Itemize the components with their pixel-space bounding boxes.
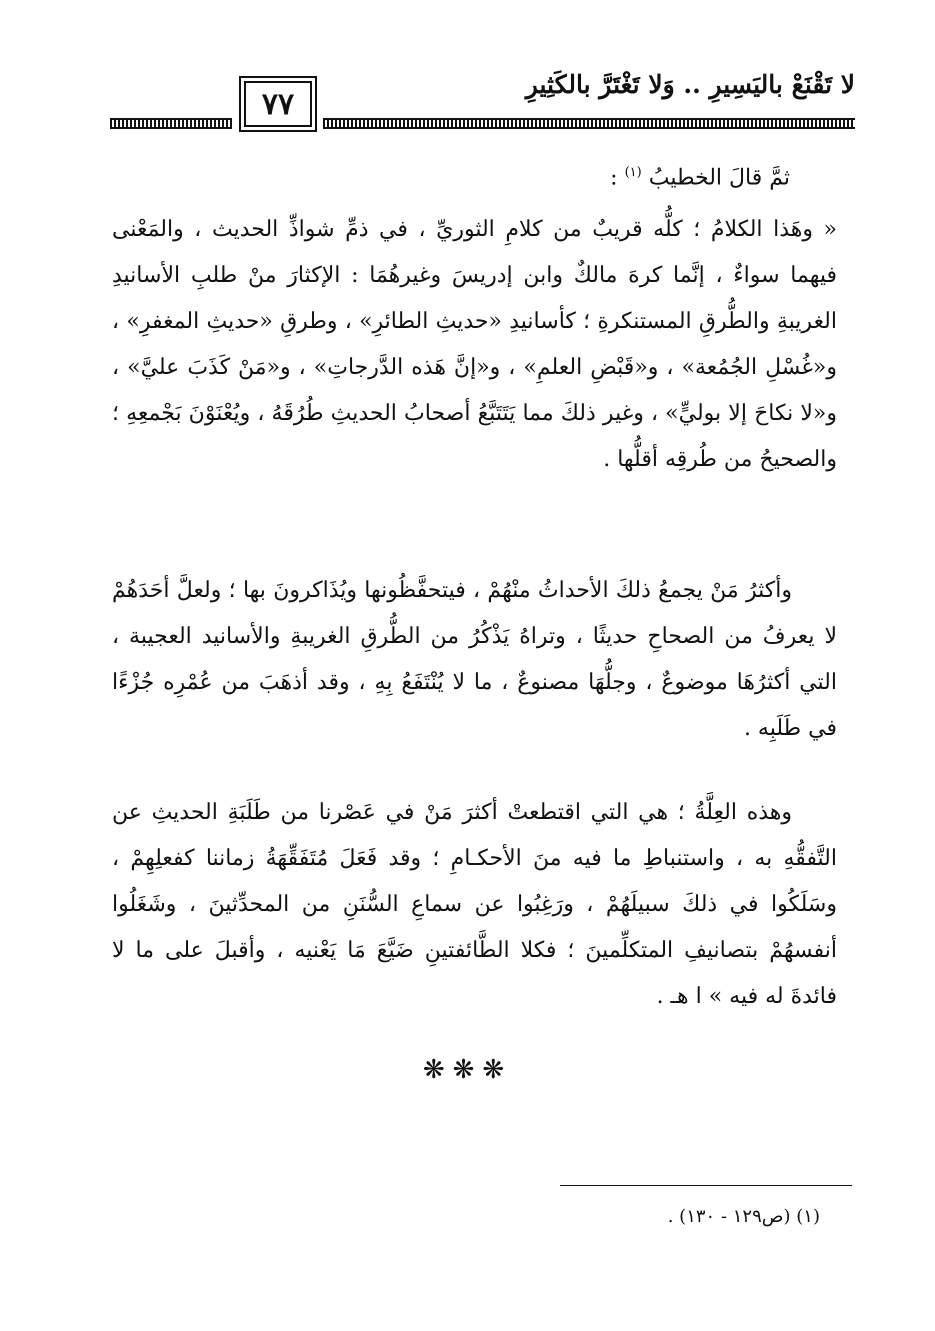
paragraph-2: وأكثرُ مَنْ يجمعُ ذلكَ الأحداثُ منْهُمْ ، فيتحفَّظُونها ويُذَاكرونَ بها ؛ ولعلَّ أحَدَهُمْ لا يعرفُ من الصحاحِ حديثًا ، وتراهُ يَذْكُرُ من الطُّرقِ الغريبةِ والأسانيد العجيبة ، التي أكثرُهَا موضوعٌ ، وجلُّهَا مصنوعٌ ، ما لا يُنْتَفَعُ بِهِ ، وقد أذهَبَ من عُمْرِه جُزْءًا في طَلَبِه . <box>112 578 837 741</box>
footnote: (١) (ص١٢٩ - ١٣٠) . <box>667 1206 820 1227</box>
intro-text: ثمَّ قالَ الخطيبُ <box>648 165 790 191</box>
running-title: لا تَقْنَعْ باليَسِيرِ .. وَلا تَغْتَرَّ بالكَثِيرِ <box>525 70 855 99</box>
paragraph-3: وهذه العِلَّةُ ؛ هي التي اقتطعتْ أكثرَ مَنْ في عَصْرنا من طَلَبَةِ الحديثِ عن التَّفقُّهِ به ، واستنباطِ ما فيه منَ الأحكـامِ ؛ وقد فَعَلَ مُتَفَقِّهَةُ زماننا كفعلِهِمْ ، وسَلَكُوا في ذلكَ سبيلَهُمْ ، ورَغِبُوا عن سماعِ السُّنَنِ من المحدِّثينَ ، وشَغَلُوا أنفسهُمْ بتصانيفِ المتكلِّمينَ ؛ فكلا الطَّائفتينِ ضَيَّعَ مَا يَعْنيه ، وأقبلَ على ما لا فائدةَ له فيه » ا هـ . <box>112 800 837 1009</box>
page-number: ٧٧ <box>261 86 295 122</box>
footnote-divider <box>560 1185 852 1186</box>
intro-line <box>610 150 790 201</box>
section-separator: ❋❋❋ <box>422 1055 513 1085</box>
header-rule-left <box>110 118 232 129</box>
page-header <box>110 62 855 132</box>
footnote-reference: (١) <box>624 165 642 180</box>
page-number-box <box>239 76 317 132</box>
header-rule-right <box>323 118 855 129</box>
paragraph-1: « وهَذا الكلامُ ؛ كلُّه قريبٌ من كلامِ الثوريِّ ، في ذمِّ شواذِّ الحديث ، والمَعْنى فيهما سواءٌ ، إنَّما كرهَ مالكٌ وابن إدريسَ وغيرهُمَا : الإكثارَ منْ طلبِ الأسانيدِ الغريبةِ والطُّرقِ المستنكرةِ ؛ كأسانيدِ «حديثِ الطائرِ» ، وطرقِ «حديثِ المغفرِ» ، و«غُسْلِ الجُمُعة» ، و«قَبْضِ العلمِ» ، و«إنَّ هَذه الدَّرجاتِ» ، و«مَنْ كَذَبَ عليَّ» ، و«لا نكاحَ إلا بوليٍّ» ، وغير ذلكَ مما يَتَتَبَّعُ أصحابُ الحديثِ طُرُقَهُ ، ويُعْنَوْنَ بَجْمعِهِ ؛ والصحيحُ من طُرقِه أقلُّها . <box>112 217 837 472</box>
intro-colon: : <box>610 165 618 191</box>
